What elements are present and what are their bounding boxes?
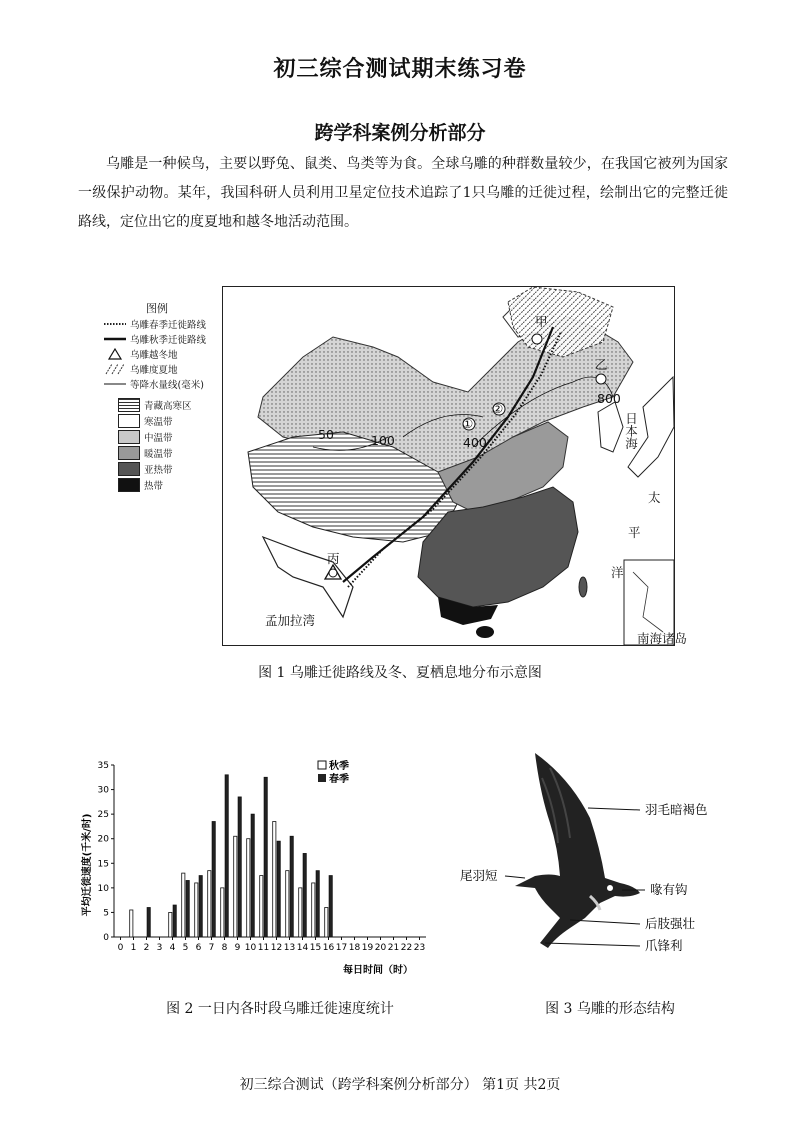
bar-spring	[264, 777, 267, 937]
figure3-caption: 图 3 乌雕的形态结构	[545, 1001, 675, 1017]
triangle-icon	[104, 349, 126, 359]
label-yi: 乙	[595, 357, 608, 372]
label-short-tail: 尾羽短	[460, 868, 498, 883]
label-sharp-claws: 爪锋利	[645, 938, 683, 953]
bar-spring	[329, 876, 332, 937]
figure2-caption: 图 2 一日内各时段乌雕迁徙速度统计	[166, 1001, 394, 1017]
autumn-route-icon	[104, 334, 126, 344]
x-tick-label: 8	[221, 943, 228, 953]
taiwan-island	[579, 577, 587, 597]
x-tick-label: 14	[296, 943, 309, 953]
y-tick-label: 35	[97, 761, 109, 771]
bar-spring	[277, 841, 280, 937]
x-tick-label: 13	[283, 943, 296, 953]
bar-autumn	[260, 876, 263, 937]
x-tick-label: 7	[208, 943, 215, 953]
legend-title: 图例	[146, 302, 168, 315]
bar-spring	[147, 908, 150, 937]
bar-autumn	[299, 888, 302, 937]
site-yi-marker	[596, 374, 606, 384]
label-iso-800: 800	[597, 391, 621, 406]
x-tick-label: 4	[169, 943, 176, 953]
label-bing: 丙	[327, 551, 340, 566]
label-point-1: ①	[462, 416, 474, 431]
bar-spring	[238, 797, 241, 937]
legend-swatch-autumn	[318, 761, 326, 769]
korea-outline	[598, 402, 623, 452]
chart-ylabel: 平均迁徙速度(千米/时)	[82, 813, 93, 917]
y-tick-label: 5	[103, 908, 109, 919]
legend-label-spring: 春季	[329, 774, 349, 785]
figure1-caption: 图 1 乌雕迁徙路线及冬、夏栖息地分布示意图	[258, 665, 542, 681]
y-tick-label: 25	[97, 810, 109, 821]
x-tick-label: 10	[244, 943, 257, 953]
bar-autumn	[273, 822, 276, 937]
legend-zone: 亚热带	[118, 461, 229, 477]
y-tick-label: 10	[97, 883, 109, 894]
horizontal-lines-swatch	[118, 398, 140, 412]
label-iso-100: 100	[371, 433, 395, 448]
x-tick-label: 0	[117, 943, 124, 953]
bar-autumn	[130, 910, 133, 937]
black-swatch	[118, 478, 140, 492]
y-tick-label: 20	[97, 834, 109, 845]
legend-item: 等降水量线(毫米)	[104, 376, 229, 391]
bar-spring	[199, 876, 202, 937]
x-tick-label: 23	[413, 943, 426, 953]
bar-autumn	[221, 888, 224, 937]
y-tick-label: 30	[97, 785, 109, 796]
label-feathers: 羽毛暗褐色	[645, 802, 708, 817]
bar-spring	[186, 880, 189, 937]
legend-zone: 暖温带	[118, 445, 229, 461]
x-tick-label: 19	[361, 943, 374, 953]
x-tick-label: 16	[322, 943, 335, 953]
label-hooked-beak: 喙有钩	[650, 882, 688, 897]
legend-swatch-spring	[318, 774, 326, 782]
spring-route-icon	[104, 319, 126, 329]
site-jia-marker	[532, 334, 542, 344]
hatched-area-icon	[104, 364, 126, 374]
migration-map	[222, 286, 688, 646]
x-tick-label: 20	[374, 943, 387, 953]
winter-site-marker	[329, 569, 337, 577]
map-legend	[104, 300, 229, 493]
bar-autumn	[182, 873, 185, 937]
x-tick-label: 2	[143, 943, 150, 953]
legend-zone: 中温带	[118, 429, 229, 445]
x-tick-label: 12	[270, 943, 283, 953]
legend-zone: 寒温带	[118, 413, 229, 429]
y-tick-label: 15	[97, 859, 109, 870]
bar-autumn	[169, 912, 172, 937]
bar-autumn	[247, 839, 250, 937]
bar-spring	[225, 775, 228, 937]
legend-item: 乌雕度夏地	[104, 361, 229, 376]
bar-spring	[316, 871, 319, 937]
legend-label-autumn: 秋季	[329, 761, 349, 772]
x-tick-label: 3	[156, 943, 163, 953]
x-tick-label: 1	[130, 943, 137, 953]
label-bay-of-bengal: 孟加拉湾	[265, 613, 316, 628]
intro-paragraph: 乌雕是一种候鸟，主要以野兔、鼠类、鸟类等为食。全球乌雕的种群数量较少，在我国它被列为国家一级保护动物。某年，我国科研人员利用卫星定位技术追踪了1只乌雕的迁徙过程，绘制出它的完整迁徙路线，定位出它的度夏地和越冬地活动范围。	[78, 156, 728, 230]
bar-autumn	[325, 908, 328, 937]
x-tick-label: 5	[182, 943, 189, 953]
x-tick-label: 22	[400, 943, 413, 953]
bar-spring	[212, 822, 215, 937]
bar-autumn	[286, 871, 289, 937]
speed-bar-chart	[78, 755, 438, 980]
label-point-2: ②	[492, 401, 504, 416]
eagle-figure	[440, 738, 750, 968]
label-jia: 甲	[535, 314, 548, 329]
x-tick-label: 11	[257, 943, 270, 953]
light-gray-swatch	[118, 430, 140, 444]
chart-legend	[318, 759, 349, 785]
label-iso-400: 400	[463, 435, 487, 450]
page-title: 初三综合测试期末练习卷	[273, 56, 527, 82]
legend-item: 乌雕秋季迁徙路线	[104, 331, 229, 346]
label-strong-legs: 后肢强壮	[645, 916, 696, 931]
section-subtitle: 跨学科案例分析部分	[314, 122, 486, 144]
bar-spring	[303, 853, 306, 937]
legend-zone: 热带	[118, 477, 229, 493]
dark-gray-swatch	[118, 462, 140, 476]
label-pacific-3: 洋	[611, 565, 624, 580]
x-tick-label: 21	[387, 943, 400, 953]
bar-autumn	[312, 883, 315, 937]
x-tick-label: 17	[335, 943, 348, 953]
hainan-island	[476, 626, 494, 638]
bar-spring	[290, 836, 293, 937]
bar-spring	[173, 905, 176, 937]
x-tick-label: 18	[348, 943, 361, 953]
bar-spring	[251, 814, 254, 937]
white-swatch	[118, 414, 140, 428]
chart-xlabel: 每日时间（时）	[343, 965, 413, 976]
label-pacific-1: 太	[648, 490, 661, 505]
legend-item: 乌雕越冬地	[104, 346, 229, 361]
y-tick-label: 0	[103, 933, 109, 943]
legend-item: 乌雕春季迁徙路线	[104, 316, 229, 331]
eagle-illustration	[515, 753, 640, 948]
page-footer: 初三综合测试（跨学科案例分析部分） 第1页 共2页	[239, 1077, 561, 1093]
x-tick-label: 9	[234, 943, 241, 953]
bar-autumn	[195, 883, 198, 937]
label-pacific-2: 平	[628, 525, 641, 540]
bar-autumn	[208, 871, 211, 937]
legend-zone: 青藏高寒区	[118, 397, 229, 413]
label-japan-sea: 日本海	[623, 412, 639, 450]
x-tick-label: 15	[309, 943, 322, 953]
label-iso-50: 50	[318, 427, 334, 442]
mid-gray-swatch	[118, 446, 140, 460]
bar-autumn	[234, 836, 237, 937]
label-inset: 南海诸岛	[637, 631, 688, 646]
isohyet-icon	[104, 379, 126, 389]
x-tick-label: 6	[195, 943, 202, 953]
